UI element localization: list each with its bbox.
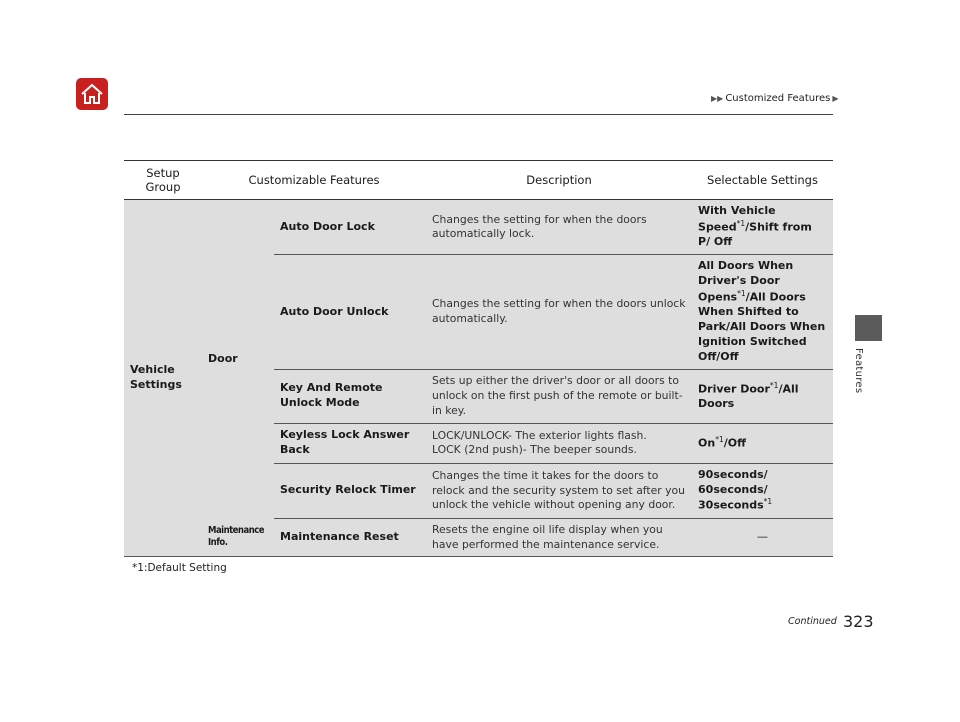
column-header-description: Description [426,161,692,200]
feature-name: Maintenance Reset [274,518,426,556]
table-row [124,200,833,255]
feature-name: Keyless Lock Answer Back [274,423,426,463]
feature-name: Auto Door Unlock [274,255,426,370]
feature-description: Changes the time it takes for the doors to relock and the security system to set after you unlock the vehicle without opening any door. [426,463,692,518]
breadcrumb-arrow-icon: ▶▶ [711,94,724,103]
header-divider [124,114,833,115]
breadcrumb[interactable] [711,93,838,104]
feature-description: LOCK/UNLOCK- The exterior lights flash. LOCK (2nd push)- The beeper sounds. [426,423,692,463]
section-tab[interactable] [855,315,882,341]
feature-description: Changes the setting for when the doors unlock automatically. [426,255,692,370]
selectable-settings: With Vehicle Speed$^{*1}$/Shift from P/ Off [692,200,833,255]
customized-features-table [124,160,833,557]
column-header-setup-group: Setup Group [124,161,202,200]
section-tab-label: Features [853,348,864,394]
selectable-settings: All Doors When Driver's Door Opens$^{*1}$/All Doors When Shifted to Park/All Doors When Ignition Switched Off/Off [692,255,833,370]
feature-description: Sets up either the driver's door or all doors to unlock on the first push of the remote or built-in key. [426,369,692,423]
continued-label: Continued [788,616,837,627]
home-button[interactable] [76,78,108,110]
selectable-settings: 90seconds/ 60seconds/ 30seconds$^{*1}$ [692,463,833,518]
subgroup-maintenance: Maintenance Info. [202,518,274,556]
footnote: *1:Default Setting [132,562,227,574]
subgroup-door: Door [202,200,274,519]
feature-description: Changes the setting for when the doors automatically lock. [426,200,692,255]
feature-name: Auto Door Lock [274,200,426,255]
breadcrumb-arrow-icon: ▶ [832,94,839,103]
breadcrumb-label: Customized Features [725,93,831,104]
feature-name: Key And Remote Unlock Mode [274,369,426,423]
feature-description: Resets the engine oil life display when you have performed the maintenance service. [426,518,692,556]
column-header-selectable-settings: Selectable Settings [692,161,833,200]
selectable-settings: — [692,518,833,556]
setup-group-cell: Vehicle Settings [124,200,202,557]
page-number: 323 [843,612,874,631]
home-icon [80,83,104,105]
selectable-settings: Driver Door$^{*1}$/All Doors [692,369,833,423]
table-row [124,518,833,556]
feature-name: Security Relock Timer [274,463,426,518]
column-header-customizable-features: Customizable Features [202,161,426,200]
selectable-settings: On$^{*1}$/Off [692,423,833,463]
